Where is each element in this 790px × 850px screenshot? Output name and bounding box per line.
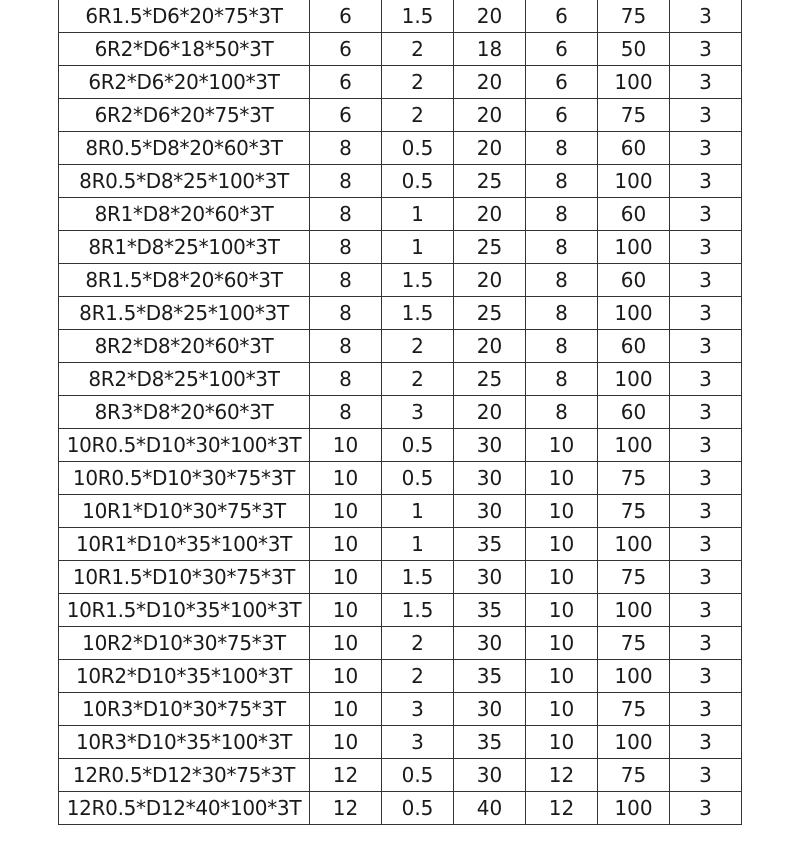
table-row — [59, 726, 742, 759]
model-cell: 6R2*D6*20*100*3T — [59, 66, 310, 99]
value-cell: 10 — [310, 528, 382, 561]
value-cell: 6 — [526, 66, 598, 99]
value-cell: 6 — [310, 0, 382, 33]
value-cell: 30 — [454, 627, 526, 660]
value-cell: 1.5 — [382, 594, 454, 627]
value-cell: 1 — [382, 198, 454, 231]
table-row — [59, 297, 742, 330]
table-row — [59, 528, 742, 561]
value-cell: 6 — [526, 99, 598, 132]
value-cell: 12 — [310, 759, 382, 792]
value-cell: 60 — [598, 132, 670, 165]
model-cell: 10R2*D10*30*75*3T — [59, 627, 310, 660]
value-cell: 6 — [310, 33, 382, 66]
value-cell: 3 — [670, 594, 742, 627]
value-cell: 10 — [526, 495, 598, 528]
table-row — [59, 0, 742, 33]
value-cell: 0.5 — [382, 132, 454, 165]
value-cell: 0.5 — [382, 759, 454, 792]
value-cell: 0.5 — [382, 792, 454, 825]
value-cell: 3 — [670, 726, 742, 759]
model-cell: 6R2*D6*20*75*3T — [59, 99, 310, 132]
model-cell: 10R3*D10*30*75*3T — [59, 693, 310, 726]
value-cell: 18 — [454, 33, 526, 66]
model-cell: 6R1.5*D6*20*75*3T — [59, 0, 310, 33]
value-cell: 25 — [454, 231, 526, 264]
value-cell: 8 — [310, 363, 382, 396]
table-row — [59, 99, 742, 132]
value-cell: 75 — [598, 495, 670, 528]
value-cell: 3 — [670, 627, 742, 660]
value-cell: 30 — [454, 495, 526, 528]
value-cell: 10 — [526, 627, 598, 660]
model-cell: 12R0.5*D12*30*75*3T — [59, 759, 310, 792]
model-cell: 8R1*D8*20*60*3T — [59, 198, 310, 231]
value-cell: 3 — [670, 429, 742, 462]
value-cell: 8 — [526, 132, 598, 165]
value-cell: 10 — [526, 693, 598, 726]
value-cell: 10 — [310, 594, 382, 627]
value-cell: 60 — [598, 198, 670, 231]
value-cell: 35 — [454, 726, 526, 759]
model-cell: 8R0.5*D8*20*60*3T — [59, 132, 310, 165]
value-cell: 10 — [310, 693, 382, 726]
model-cell: 10R1*D10*30*75*3T — [59, 495, 310, 528]
value-cell: 8 — [526, 264, 598, 297]
value-cell: 8 — [310, 132, 382, 165]
value-cell: 1.5 — [382, 297, 454, 330]
value-cell: 30 — [454, 561, 526, 594]
table-row — [59, 231, 742, 264]
value-cell: 8 — [310, 231, 382, 264]
value-cell: 8 — [526, 363, 598, 396]
model-cell: 10R1*D10*35*100*3T — [59, 528, 310, 561]
value-cell: 3 — [670, 330, 742, 363]
value-cell: 60 — [598, 396, 670, 429]
model-cell: 10R3*D10*35*100*3T — [59, 726, 310, 759]
value-cell: 2 — [382, 363, 454, 396]
table-row — [59, 561, 742, 594]
value-cell: 10 — [310, 495, 382, 528]
value-cell: 8 — [310, 198, 382, 231]
value-cell: 3 — [382, 693, 454, 726]
value-cell: 10 — [310, 561, 382, 594]
table-row — [59, 363, 742, 396]
value-cell: 10 — [526, 726, 598, 759]
table-row — [59, 627, 742, 660]
value-cell: 8 — [526, 198, 598, 231]
value-cell: 10 — [310, 462, 382, 495]
value-cell: 10 — [310, 660, 382, 693]
value-cell: 100 — [598, 792, 670, 825]
value-cell: 3 — [670, 660, 742, 693]
value-cell: 8 — [310, 330, 382, 363]
value-cell: 6 — [526, 0, 598, 33]
table-row — [59, 693, 742, 726]
value-cell: 8 — [526, 231, 598, 264]
value-cell: 6 — [310, 99, 382, 132]
value-cell: 20 — [454, 264, 526, 297]
value-cell: 35 — [454, 594, 526, 627]
table-row — [59, 759, 742, 792]
value-cell: 3 — [670, 495, 742, 528]
value-cell: 2 — [382, 627, 454, 660]
value-cell: 60 — [598, 264, 670, 297]
value-cell: 0.5 — [382, 429, 454, 462]
value-cell: 2 — [382, 660, 454, 693]
model-cell: 8R2*D8*25*100*3T — [59, 363, 310, 396]
value-cell: 25 — [454, 165, 526, 198]
value-cell: 35 — [454, 660, 526, 693]
value-cell: 2 — [382, 33, 454, 66]
table-row — [59, 396, 742, 429]
model-cell: 10R0.5*D10*30*100*3T — [59, 429, 310, 462]
table-row — [59, 462, 742, 495]
value-cell: 30 — [454, 429, 526, 462]
value-cell: 3 — [670, 0, 742, 33]
model-cell: 8R0.5*D8*25*100*3T — [59, 165, 310, 198]
value-cell: 3 — [670, 693, 742, 726]
value-cell: 1.5 — [382, 561, 454, 594]
value-cell: 3 — [670, 132, 742, 165]
value-cell: 100 — [598, 66, 670, 99]
value-cell: 2 — [382, 330, 454, 363]
model-cell: 10R2*D10*35*100*3T — [59, 660, 310, 693]
value-cell: 100 — [598, 165, 670, 198]
value-cell: 10 — [526, 462, 598, 495]
value-cell: 20 — [454, 396, 526, 429]
value-cell: 3 — [670, 462, 742, 495]
value-cell: 10 — [526, 594, 598, 627]
value-cell: 25 — [454, 363, 526, 396]
spec-table-body — [59, 0, 742, 825]
table-row — [59, 660, 742, 693]
value-cell: 1 — [382, 231, 454, 264]
table-row — [59, 429, 742, 462]
model-cell: 8R1.5*D8*25*100*3T — [59, 297, 310, 330]
table-row — [59, 264, 742, 297]
value-cell: 75 — [598, 627, 670, 660]
value-cell: 30 — [454, 462, 526, 495]
value-cell: 100 — [598, 660, 670, 693]
value-cell: 100 — [598, 297, 670, 330]
value-cell: 6 — [310, 66, 382, 99]
value-cell: 75 — [598, 693, 670, 726]
value-cell: 8 — [526, 297, 598, 330]
value-cell: 20 — [454, 330, 526, 363]
value-cell: 8 — [526, 330, 598, 363]
value-cell: 10 — [526, 660, 598, 693]
value-cell: 10 — [310, 429, 382, 462]
spec-table — [58, 0, 742, 825]
value-cell: 20 — [454, 66, 526, 99]
table-row — [59, 132, 742, 165]
model-cell: 10R0.5*D10*30*75*3T — [59, 462, 310, 495]
model-cell: 8R1*D8*25*100*3T — [59, 231, 310, 264]
value-cell: 75 — [598, 561, 670, 594]
value-cell: 3 — [382, 396, 454, 429]
value-cell: 12 — [310, 792, 382, 825]
value-cell: 100 — [598, 594, 670, 627]
table-row — [59, 495, 742, 528]
value-cell: 75 — [598, 759, 670, 792]
value-cell: 100 — [598, 363, 670, 396]
value-cell: 0.5 — [382, 165, 454, 198]
value-cell: 3 — [670, 231, 742, 264]
value-cell: 12 — [526, 759, 598, 792]
value-cell: 3 — [382, 726, 454, 759]
value-cell: 3 — [670, 297, 742, 330]
model-cell: 8R2*D8*20*60*3T — [59, 330, 310, 363]
value-cell: 3 — [670, 33, 742, 66]
value-cell: 3 — [670, 198, 742, 231]
value-cell: 10 — [310, 726, 382, 759]
value-cell: 3 — [670, 792, 742, 825]
value-cell: 3 — [670, 99, 742, 132]
value-cell: 3 — [670, 165, 742, 198]
value-cell: 75 — [598, 0, 670, 33]
value-cell: 75 — [598, 99, 670, 132]
value-cell: 35 — [454, 528, 526, 561]
value-cell: 1.5 — [382, 264, 454, 297]
value-cell: 8 — [310, 264, 382, 297]
table-row — [59, 198, 742, 231]
value-cell: 75 — [598, 462, 670, 495]
value-cell: 10 — [310, 627, 382, 660]
model-cell: 10R1.5*D10*35*100*3T — [59, 594, 310, 627]
value-cell: 1.5 — [382, 0, 454, 33]
value-cell: 20 — [454, 198, 526, 231]
table-row — [59, 66, 742, 99]
value-cell: 40 — [454, 792, 526, 825]
value-cell: 3 — [670, 528, 742, 561]
value-cell: 20 — [454, 99, 526, 132]
model-cell: 12R0.5*D12*40*100*3T — [59, 792, 310, 825]
value-cell: 3 — [670, 264, 742, 297]
value-cell: 100 — [598, 429, 670, 462]
value-cell: 100 — [598, 231, 670, 264]
value-cell: 2 — [382, 99, 454, 132]
value-cell: 8 — [526, 165, 598, 198]
value-cell: 8 — [310, 165, 382, 198]
value-cell: 6 — [526, 33, 598, 66]
value-cell: 8 — [526, 396, 598, 429]
table-row — [59, 594, 742, 627]
value-cell: 3 — [670, 66, 742, 99]
value-cell: 60 — [598, 330, 670, 363]
value-cell: 10 — [526, 561, 598, 594]
value-cell: 3 — [670, 561, 742, 594]
value-cell: 3 — [670, 396, 742, 429]
model-cell: 6R2*D6*18*50*3T — [59, 33, 310, 66]
value-cell: 2 — [382, 66, 454, 99]
value-cell: 30 — [454, 759, 526, 792]
model-cell: 8R1.5*D8*20*60*3T — [59, 264, 310, 297]
value-cell: 100 — [598, 726, 670, 759]
table-row — [59, 33, 742, 66]
value-cell: 0.5 — [382, 462, 454, 495]
value-cell: 100 — [598, 528, 670, 561]
value-cell: 3 — [670, 759, 742, 792]
value-cell: 12 — [526, 792, 598, 825]
model-cell: 8R3*D8*20*60*3T — [59, 396, 310, 429]
value-cell: 25 — [454, 297, 526, 330]
value-cell: 50 — [598, 33, 670, 66]
value-cell: 1 — [382, 528, 454, 561]
table-row — [59, 792, 742, 825]
value-cell: 3 — [670, 363, 742, 396]
value-cell: 20 — [454, 132, 526, 165]
value-cell: 20 — [454, 0, 526, 33]
table-row — [59, 165, 742, 198]
value-cell: 8 — [310, 297, 382, 330]
value-cell: 10 — [526, 528, 598, 561]
value-cell: 8 — [310, 396, 382, 429]
model-cell: 10R1.5*D10*30*75*3T — [59, 561, 310, 594]
value-cell: 1 — [382, 495, 454, 528]
value-cell: 30 — [454, 693, 526, 726]
value-cell: 10 — [526, 429, 598, 462]
table-row — [59, 330, 742, 363]
